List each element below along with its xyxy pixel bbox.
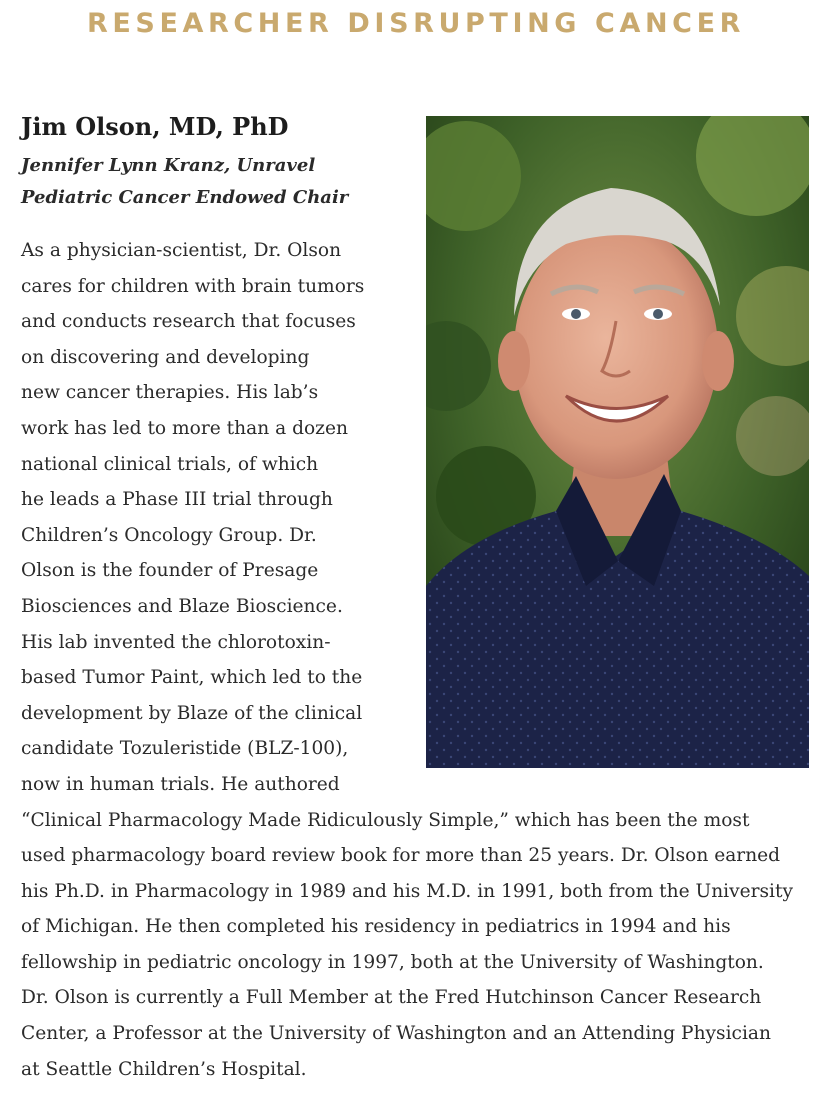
bio-line: candidate Tozuleristide (BLZ-100), — [21, 738, 349, 760]
bio-line: development by Blaze of the clinical — [21, 702, 363, 724]
bio-line: Children’s Oncology Group. Dr. — [21, 524, 317, 546]
bio-line: Biosciences and Blaze Bioscience. — [21, 595, 343, 617]
bio-line: Olson is the founder of Presage — [21, 560, 319, 582]
chair-line: Jennifer Lynn Kranz, Unravel — [21, 155, 316, 176]
bio-line: “Clinical Pharmacology Made Ridiculously Simple,” which has been the most — [21, 809, 750, 831]
biography — [21, 233, 816, 1087]
bio-line: His lab invented the chlorotoxin- — [21, 631, 331, 653]
researcher-name: Jim Olson, MD, PhD — [21, 112, 289, 141]
bio-line: Center, a Professor at the University of Washington and an Attending Physician — [21, 1023, 771, 1045]
bio-line: now in human trials. He authored — [21, 773, 340, 795]
section-heading: RESEARCHER DISRUPTING CANCER — [86, 8, 746, 39]
chair-line: Pediatric Cancer Endowed Chair — [21, 187, 349, 208]
bio-line: he leads a Phase III trial through — [21, 489, 333, 511]
bio-line: work has led to more than a dozen — [21, 417, 348, 439]
bio-line: cares for children with brain tumors — [21, 275, 365, 297]
bio-line: Dr. Olson is currently a Full Member at the Fred Hutchinson Cancer Research — [21, 987, 762, 1009]
bio-line: his Ph.D. in Pharmacology in 1989 and his M.D. in 1991, both from the University — [21, 880, 793, 902]
bio-line: As a physician-scientist, Dr. Olson — [21, 240, 342, 261]
bio-line: and conducts research that focuses — [21, 311, 356, 333]
bio-line: on discovering and developing — [21, 346, 310, 368]
bio-line: at Seattle Children’s Hospital. — [21, 1058, 307, 1080]
bio-line: national clinical trials, of which — [21, 453, 319, 475]
bio-line: based Tumor Paint, which led to the — [21, 667, 363, 689]
bio-line: fellowship in pediatric oncology in 1997, both at the University of Washington. — [21, 951, 764, 973]
bio-line: new cancer therapies. His lab’s — [21, 382, 319, 404]
bio-line: used pharmacology board review book for more than 25 years. Dr. Olson earned — [21, 845, 781, 867]
endowed-chair-title — [21, 150, 348, 214]
bio-line: of Michigan. He then completed his residency in pediatrics in 1994 and his — [21, 916, 731, 938]
